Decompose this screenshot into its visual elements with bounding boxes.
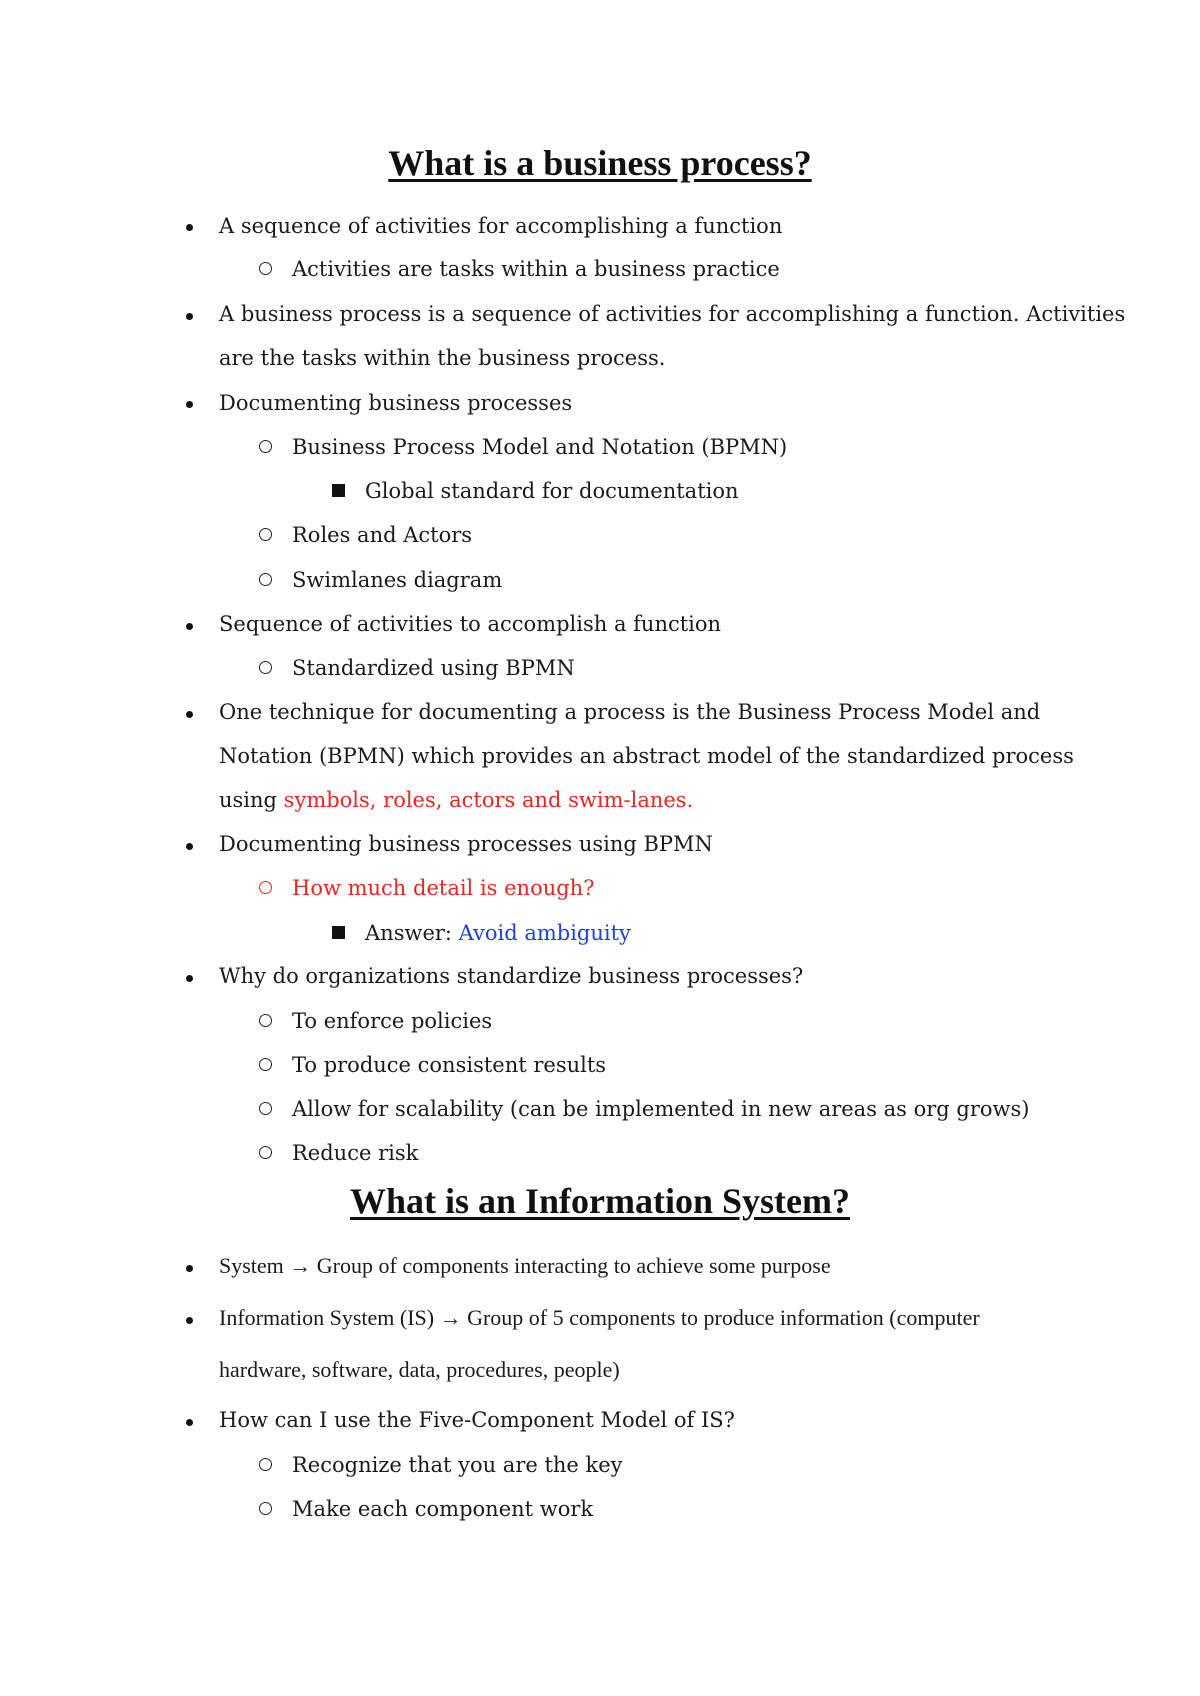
bullet-text: System → Group of components interacting to achieve some purpose: [219, 1253, 831, 1278]
bullet-text: Swimlanes diagram: [292, 568, 503, 592]
bullet-circle: [259, 1058, 272, 1071]
bullet-square: [332, 926, 345, 939]
bullet-circle: [259, 1458, 272, 1471]
heading-information-system: What is an Information System?: [349, 1181, 851, 1221]
bullet-circle: [259, 1102, 272, 1115]
bullet-dot: [186, 711, 193, 718]
highlight-red-text: symbols, roles, actors and swim-lanes.: [283, 788, 694, 812]
bullet-text: Reduce risk: [292, 1141, 419, 1165]
bullet-text: Roles and Actors: [292, 523, 473, 547]
text-prefix: using: [219, 788, 284, 812]
heading-business-process: What is a business process?: [388, 143, 812, 183]
bullet-text: Recognize that you are the key: [292, 1453, 623, 1477]
bullet-text: One technique for documenting a process is the Business Process Model and: [219, 700, 1041, 724]
text-prefix: Answer:: [365, 921, 459, 945]
bullet-text-cont: Notation (BPMN) which provides an abstract model of the standardized process: [219, 744, 1074, 768]
bullet-text: A business process is a sequence of activities for accomplishing a function. Activities: [219, 302, 1126, 326]
bullet-text-cont: [219, 785, 693, 815]
bullet-text: Allow for scalability (can be implemented in new areas as org grows): [292, 1097, 1030, 1121]
bullet-text: Why do organizations standardize business processes?: [219, 964, 804, 988]
bullet-text: To produce consistent results: [292, 1053, 607, 1077]
bullet-dot: [186, 843, 193, 850]
bullet-text: Global standard for documentation: [365, 479, 739, 503]
bullet-dot: [186, 313, 193, 320]
bullet-text-cont: are the tasks within the business process.: [219, 346, 666, 370]
bullet-circle: [259, 440, 272, 453]
bullet-text: Documenting business processes using BPMN: [219, 832, 713, 856]
bullet-circle: [259, 262, 272, 275]
bullet-dot: [186, 1265, 193, 1272]
bullet-dot: [186, 401, 193, 408]
bullet-text: [365, 918, 631, 948]
bullet-dot: [186, 1317, 193, 1324]
bullet-text: Sequence of activities to accomplish a function: [219, 612, 722, 636]
bullet-text: A sequence of activities for accomplishing a function: [219, 214, 783, 238]
bullet-text-cont: hardware, software, data, procedures, people): [219, 1357, 620, 1382]
bullet-dot: [186, 1419, 193, 1426]
highlight-blue-text: Avoid ambiguity: [458, 921, 631, 945]
bullet-dot: [186, 224, 193, 231]
bullet-text: Activities are tasks within a business practice: [292, 257, 780, 281]
bullet-circle: [259, 573, 272, 586]
bullet-circle: [259, 1014, 272, 1027]
bullet-text: Information System (IS) → Group of 5 components to produce information (computer: [219, 1305, 980, 1330]
bullet-text: How can I use the Five-Component Model of IS?: [219, 1408, 735, 1432]
bullet-circle: [259, 661, 272, 674]
bullet-text-red: How much detail is enough?: [292, 876, 595, 900]
bullet-circle: [259, 1502, 272, 1515]
bullet-square: [332, 484, 345, 497]
bullet-text: Documenting business processes: [219, 391, 573, 415]
bullet-circle-red: [259, 881, 272, 894]
bullet-text: To enforce policies: [292, 1009, 493, 1033]
bullet-dot: [186, 975, 193, 982]
bullet-circle: [259, 528, 272, 541]
bullet-text: Make each component work: [292, 1497, 594, 1521]
bullet-dot: [186, 623, 193, 630]
bullet-text: Business Process Model and Notation (BPMN): [292, 435, 788, 459]
bullet-circle: [259, 1146, 272, 1159]
bullet-text: Standardized using BPMN: [292, 656, 575, 680]
